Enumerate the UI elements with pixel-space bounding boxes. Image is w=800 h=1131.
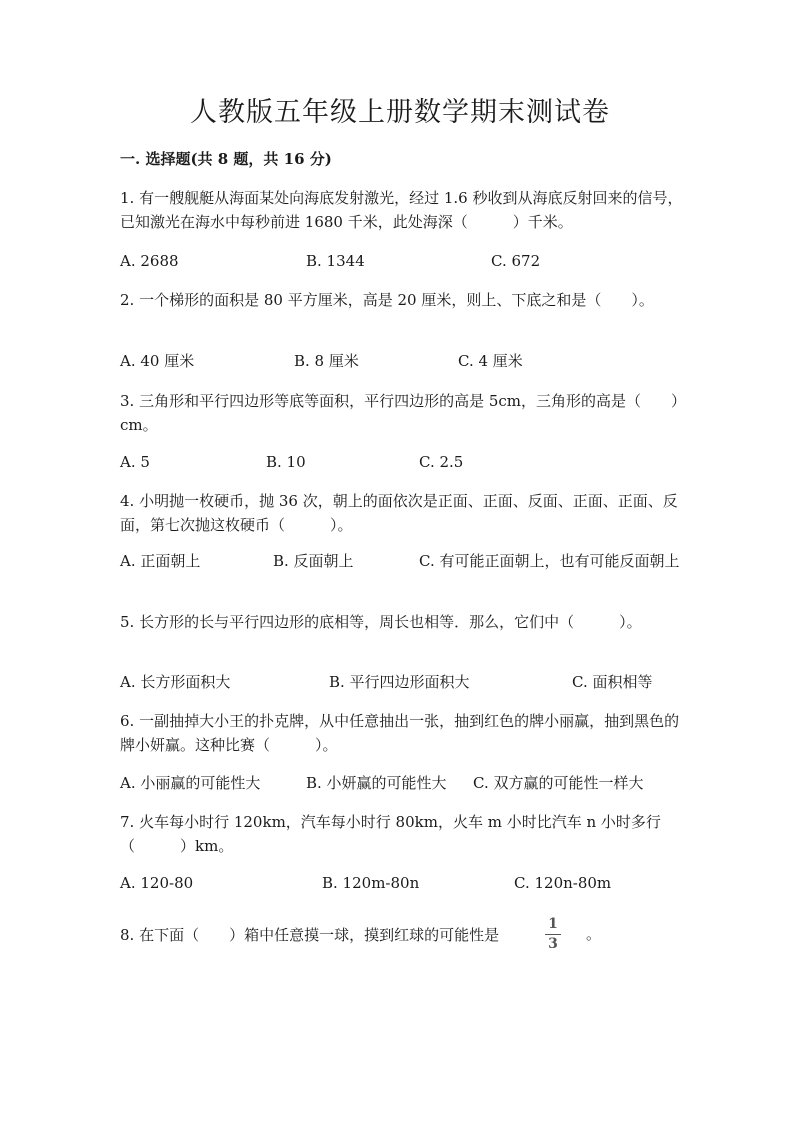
fraction-bar (545, 934, 561, 935)
question-2: 2. 一个梯形的面积是 80 平方厘米，高是 20 厘米，则上、下底之和是（ ）。 (120, 291, 654, 309)
option-a[interactable]: A. 长方形面积大 (120, 673, 231, 691)
option-b[interactable]: B. 10 (266, 453, 306, 471)
question-8: 8. 在下面（ ）箱中任意摸一球，摸到红球的可能性是 (120, 926, 500, 944)
option-b[interactable]: B. 8 厘米 (294, 352, 359, 370)
question-7: 7. 火车每小时行 120km，汽车每小时行 80km，火车 m 小时比汽车 n 小时多行（ ）km。 (120, 813, 661, 855)
option-c[interactable]: C. 2.5 (419, 453, 464, 471)
option-a[interactable]: A. 小丽赢的可能性大 (120, 774, 261, 792)
option-a[interactable]: A. 5 (120, 453, 150, 471)
option-a[interactable]: A. 40 厘米 (120, 352, 195, 370)
question-5: 5. 长方形的长与平行四边形的底相等，周长也相等．那么，它们中（ ）。 (120, 613, 642, 631)
question-4: 4. 小明抛一枚硬币，抛 36 次，朝上的面依次是正面、正面、反面、正面、正面、反面，第七次抛这枚硬币（ ）。 (120, 492, 678, 534)
option-b[interactable]: B. 120m-80n (322, 874, 420, 892)
section-heading: 一. 选择题(共 8 题，共 16 分) (120, 150, 332, 168)
question-8-end-punctuation: 。 (586, 925, 602, 943)
fraction-denominator: 3 (548, 936, 558, 952)
option-b[interactable]: B. 1344 (306, 252, 365, 270)
option-a[interactable]: A. 2688 (120, 252, 179, 270)
option-b[interactable]: B. 小妍赢的可能性大 (306, 774, 447, 792)
option-c[interactable]: C. 有可能正面朝上，也有可能反面朝上 (419, 552, 680, 570)
option-a[interactable]: A. 120-80 (120, 874, 194, 892)
option-b[interactable]: B. 平行四边形面积大 (329, 673, 470, 691)
option-c[interactable]: C. 面积相等 (572, 673, 653, 691)
option-b[interactable]: B. 反面朝上 (273, 552, 354, 570)
option-c[interactable]: C. 120n-80m (514, 874, 612, 892)
option-a[interactable]: A. 正面朝上 (120, 552, 201, 570)
question-6: 6. 一副抽掉大小王的扑克牌，从中任意抽出一张，抽到红色的牌小丽赢，抽到黑色的牌小妍赢。这种比赛（ ）。 (120, 712, 680, 754)
option-c[interactable]: C. 672 (491, 252, 541, 270)
fraction-numerator: 1 (548, 916, 558, 932)
fraction-one-third (545, 917, 561, 952)
question-3: 3. 三角形和平行四边形等底等面积，平行四边形的高是 5cm，三角形的高是（ ）cm。 (120, 392, 679, 434)
option-c[interactable]: C. 双方赢的可能性一样大 (473, 774, 644, 792)
page-title: 人教版五年级上册数学期末测试卷 (190, 97, 610, 128)
question-1: 1. 有一艘舰艇从海面某处向海底发射激光，经过 1.6 秒收到从海底反射回来的信号，已知激光在海水中每秒前进 1680 千米，此处海深（ ）千米。 (120, 189, 683, 231)
option-c[interactable]: C. 4 厘米 (458, 352, 523, 370)
